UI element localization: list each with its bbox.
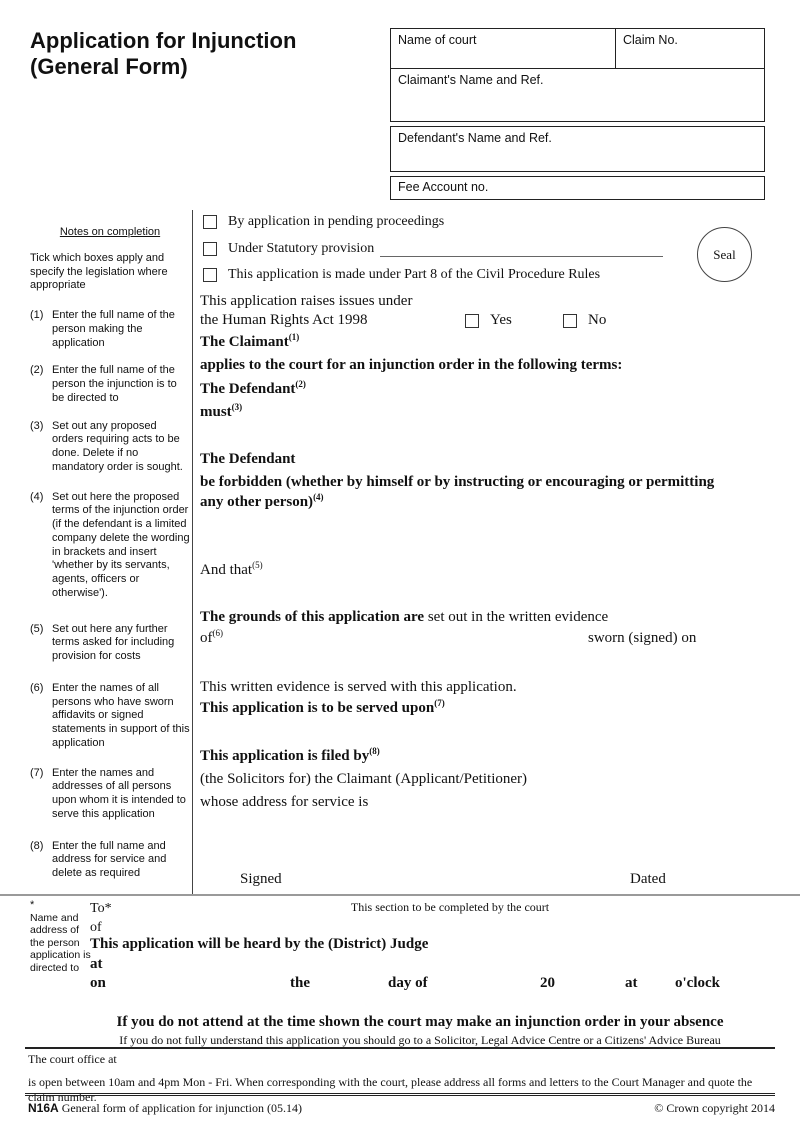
copyright-notice: © Crown copyright 2014 [654, 1101, 775, 1115]
claim-no-label: Claim No. [623, 33, 678, 47]
of-clause: $of^{(6)}$ [200, 628, 223, 646]
dated-label: Dated [630, 871, 666, 887]
address-for-service-clause: whose address for service is [200, 794, 369, 810]
hra-yes-checkbox[interactable] [465, 314, 479, 328]
hearing-day-of-label: day of [388, 975, 428, 991]
note-item-7 [30, 767, 190, 822]
note-text: Enter the names and addresses of all persons upon whom it is intended to serve this application [52, 766, 186, 820]
forbidden-clause-line1: be forbidden (whether by himself or by instructing or encouraging or permitting [200, 474, 715, 490]
hra-yes-label: Yes [490, 312, 512, 328]
seal-label: Seal [713, 246, 736, 262]
footnote-ref-1: (1) [288, 332, 300, 342]
filed-by-clause: This application is filed $by^{(8)}$ [200, 746, 380, 764]
forbidden-clause-line2: any other person)$^{(4)}$ [200, 492, 324, 510]
footnote-ref-2: (2) [295, 379, 306, 389]
fee-account-label: Fee Account no. [398, 180, 489, 194]
hra-no-label: No [588, 312, 607, 328]
pending-proceedings-label: By application in pending proceedings [228, 214, 445, 229]
statutory-provision-checkbox[interactable] [203, 242, 217, 256]
hra-no-row [563, 312, 606, 329]
note-text: Enter the full name of the person the injunction is to be directed to [52, 364, 177, 404]
hra-line2: the Human Rights Act 1998 [200, 312, 368, 328]
applies-clause: applies to the court for an injunction order in the following terms: [200, 357, 623, 373]
court-office-label: The court office at [28, 1052, 117, 1066]
footnote-ref-8: (8) [369, 746, 380, 756]
and-that-clause: And that$^{(5)}$ [200, 560, 263, 578]
note-text: Set out here the proposed terms of the injunction order (if the defendant is a limited company delete the wording in brackets and insert 'whether by its servants, agents, officers or otherwise'). [52, 490, 190, 599]
note-text: Set out here any further terms asked for including provision for costs [52, 622, 175, 662]
note-text: Enter the full name of the person making the application [52, 309, 175, 349]
court-seal-circle [697, 227, 752, 282]
fee-account-field[interactable] [390, 176, 765, 200]
signed-label: Signed [240, 871, 282, 887]
note-item-6 [30, 682, 190, 751]
claimant-ref-field[interactable] [391, 69, 764, 120]
hearing-time-at-label: at [625, 975, 638, 991]
solicitors-clause: (the Solicitors for) the Claimant (Applicant/Petitioner) [200, 771, 528, 787]
footer-divider-bottom [25, 1093, 775, 1096]
absence-warning: If you do not attend at the time shown the court may make an injunction order in your absence [116, 1014, 724, 1030]
page-title-line1: Application for Injunction [30, 28, 297, 53]
hearing-the-label: the [290, 975, 310, 991]
note-num: (5) [30, 622, 44, 635]
hearing-oclock-label: o'clock [675, 975, 720, 991]
margin-note: Name and address of the person application is directed to [30, 912, 91, 974]
advice-line: If you do not fully understand this application you should go to a Solicitor, Legal Advice Centre or a Citizens' Advice Bureau [119, 1033, 721, 1047]
page-title [30, 28, 296, 81]
claimant-ref-label: Claimant's Name and Ref. [398, 73, 544, 87]
hearing-on-label: on [90, 975, 106, 991]
must-clause: must$^{(3)}$ [200, 402, 243, 420]
form-description: General form of application for injunction (05.14) [61, 1101, 302, 1115]
claimant-clause: The Claimant$^{(1)}$ [200, 332, 300, 350]
note-item-1 [30, 309, 190, 350]
note-text: Enter the full name and address for service and delete as required [52, 839, 167, 879]
grounds-clause: The grounds of this application are set out in the written evidence [200, 609, 609, 625]
margin-asterisk: * [30, 899, 35, 911]
note-item-5 [30, 623, 190, 664]
notes-on-completion [30, 226, 190, 895]
footnote-ref-6: (6) [212, 628, 223, 638]
defendant-ref-field[interactable] [390, 126, 765, 172]
form-code: N16A [28, 1101, 59, 1115]
footer-divider-top [25, 1047, 775, 1049]
pending-proceedings-checkbox[interactable] [203, 215, 217, 229]
heard-by-clause: This application will be heard by the (District) Judge [90, 936, 429, 952]
part8-checkbox[interactable] [203, 268, 217, 282]
note-num: (2) [30, 364, 44, 377]
page-title-line2: (General Form) [30, 54, 188, 80]
note-num: (6) [30, 681, 44, 694]
court-office-hours: is open between 10am and 4pm Mon - Fri. When corresponding with the court, please address all forms and letters to the Court Manager and quote the claim number. [28, 1075, 753, 1104]
footnote-ref-4: (4) [313, 492, 324, 502]
of-label: of [90, 920, 102, 935]
column-divider [192, 210, 193, 894]
court-details-box [390, 28, 765, 122]
served-with-clause: This written evidence is served with this application. [200, 679, 517, 695]
note-text: Set out any proposed orders requiring acts to be done. Delete if no mandatory order is sought. [52, 419, 183, 473]
defendant-ref-label: Defendant's Name and Ref. [398, 131, 552, 145]
hra-no-checkbox[interactable] [563, 314, 577, 328]
part8-row [203, 267, 663, 283]
note-num: (7) [30, 766, 44, 779]
sworn-signed-on: sworn (signed) on [588, 630, 697, 646]
hra-line1: This application raises issues under [200, 293, 413, 309]
note-num: (1) [30, 309, 44, 321]
form-identifier [28, 1101, 302, 1116]
defendant-clause: The Defendant$^{(2)}$ [200, 379, 306, 397]
pending-proceedings-row [203, 214, 663, 230]
notes-heading: Notes on completion [59, 226, 161, 238]
note-num: (3) [30, 419, 44, 432]
notes-intro: Tick which boxes apply and specify the legislation where appropriate [30, 251, 168, 292]
note-num: (8) [30, 839, 44, 852]
hearing-year-prefix: 20 [540, 975, 555, 991]
footnote-ref-3: (3) [231, 402, 243, 412]
footnote-ref-7: (7) [434, 698, 445, 708]
to-label: To* [90, 901, 112, 916]
note-num: (4) [30, 490, 44, 503]
part8-label: This application is made under Part 8 of the Civil Procedure Rules [228, 267, 601, 282]
statutory-provision-row [203, 241, 663, 257]
claim-no-field[interactable] [616, 29, 764, 68]
served-upon-clause: This application is to be served upon$^{(7)}$ [200, 698, 445, 716]
defendant2-clause: The Defendant [200, 451, 296, 467]
note-item-2 [30, 364, 190, 405]
note-item-8 [30, 840, 190, 881]
note-text: Enter the names of all persons who have sworn affidavits or signed statements in support of this application [52, 681, 190, 749]
court-section-divider [0, 894, 800, 896]
court-section-title: This section to be completed by the court [350, 900, 550, 914]
hra-yes-row [465, 312, 512, 329]
statutory-provision-blank-line[interactable] [380, 242, 663, 257]
hearing-at-label: at [90, 956, 103, 972]
name-of-court-field[interactable] [391, 29, 616, 68]
footnote-ref-5: (5) [252, 560, 263, 570]
note-item-3 [30, 420, 190, 475]
note-item-4 [30, 491, 190, 601]
statutory-provision-label: Under Statutory provision [228, 241, 375, 256]
name-of-court-label: Name of court [398, 33, 477, 47]
